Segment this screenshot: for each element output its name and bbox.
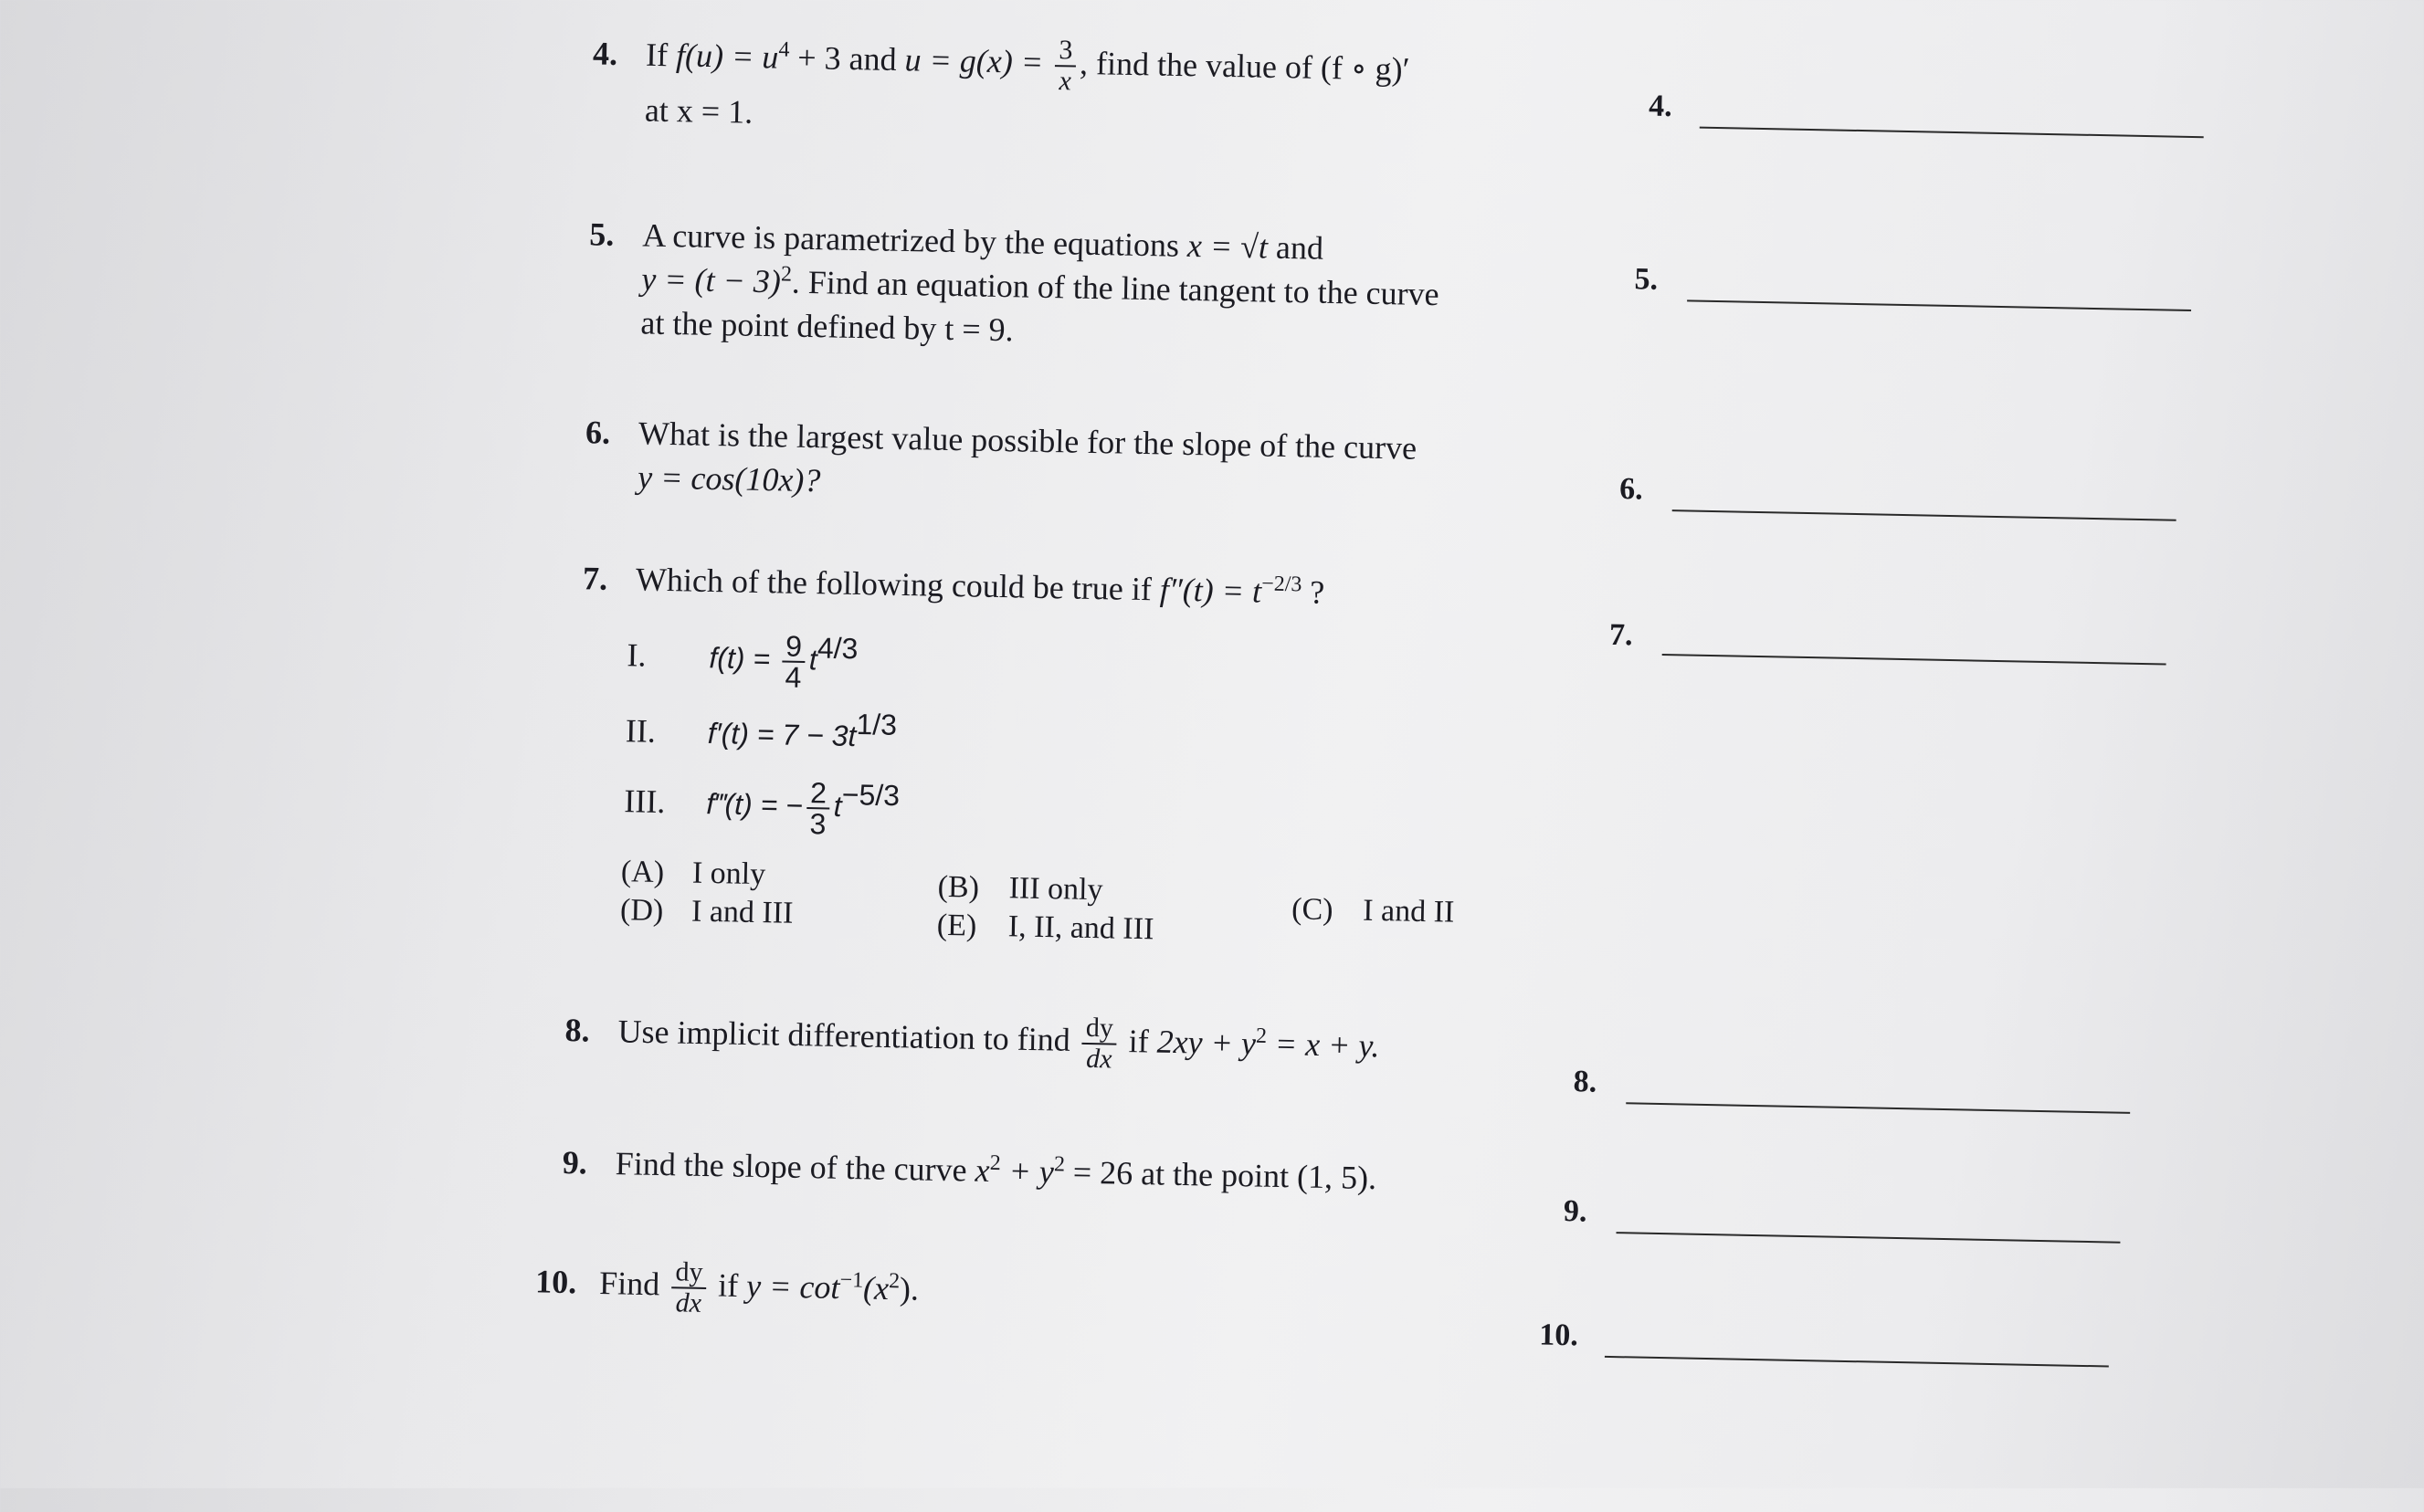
question-8-number: 8.	[564, 1012, 590, 1049]
question-7-item-3-lhs: f‴(t) = −	[706, 787, 804, 823]
answer-blank-5[interactable]	[1687, 299, 2191, 311]
answer-blank-6[interactable]	[1672, 509, 2176, 521]
question-5-line2-a: y = (t − 3)	[641, 260, 782, 300]
question-7-line1-b: f″(t) = t	[1159, 571, 1262, 610]
answer-label-9: 9.	[1563, 1194, 1587, 1229]
question-7-item-3-exp: −5/3	[841, 778, 901, 813]
question-6-number: 6.	[585, 414, 611, 451]
question-6-line-1: What is the largest value possible for the slope of the curve	[638, 415, 1418, 467]
question-5-line1-a: A curve is parametrized by the equations	[641, 216, 1188, 264]
answer-label-6: 6.	[1618, 472, 1644, 507]
question-7-item-1	[627, 628, 859, 693]
question-7-item-2-exp: 1/3	[856, 708, 898, 741]
answer-blank-10[interactable]	[1605, 1356, 2109, 1368]
question-7-item-3-var: t	[833, 789, 842, 824]
choice-a-letter: (A)	[620, 855, 665, 890]
question-8	[564, 1003, 1380, 1079]
answer-blank-8[interactable]	[1626, 1102, 2130, 1114]
answer-label-4: 4.	[1648, 89, 1673, 124]
question-9-text-b: at the point (1, 5).	[1132, 1154, 1377, 1197]
question-10-text-a: Find	[598, 1265, 669, 1303]
answer-blank-7[interactable]	[1662, 654, 2166, 666]
question-7-choice-b[interactable]	[937, 870, 1103, 908]
question-7-choice-c[interactable]	[1291, 892, 1455, 929]
question-9-exp-a: 2	[989, 1150, 1002, 1176]
question-7-item-1-exp: 4/3	[817, 631, 859, 666]
question-8-frac-num: dy	[1082, 1013, 1118, 1045]
question-4-text-a: If	[645, 36, 677, 74]
question-4-line-2: at x = 1.	[644, 91, 754, 131]
choice-c-text: I and II	[1362, 893, 1455, 929]
choice-e-text: I, II, and III	[1007, 909, 1154, 947]
choice-d-text: I and III	[690, 894, 794, 930]
question-8-exp: 2	[1255, 1024, 1268, 1048]
question-6	[585, 410, 1418, 513]
question-4-expr-b: u = g(x) =	[904, 41, 1052, 81]
question-10	[535, 1255, 920, 1322]
question-7-line1-exp: −2/3	[1260, 572, 1302, 597]
question-5-line2-b: . Find an equation of the line tangent to the curve	[791, 263, 1439, 313]
question-4-frac-den: x	[1059, 66, 1072, 97]
choice-c-letter: (C)	[1291, 892, 1333, 928]
choice-e-letter: (E)	[936, 908, 977, 943]
question-7-item-3-num: 2	[806, 778, 830, 809]
question-10-exp-a: −1	[839, 1268, 864, 1293]
question-8-expr-end: = x + y.	[1266, 1025, 1380, 1065]
question-7-item-3	[624, 774, 901, 840]
answer-label-7: 7.	[1608, 617, 1633, 653]
question-7-item-3-fraction	[806, 776, 830, 841]
question-4-fraction	[1054, 36, 1076, 96]
question-7-choice-d[interactable]	[620, 893, 794, 931]
question-4-exp-a: 4	[778, 37, 790, 62]
answer-label-5: 5.	[1634, 262, 1659, 297]
question-7-choice-e[interactable]	[936, 908, 1154, 948]
question-7-item-1-lhs: f(t) =	[709, 641, 779, 676]
question-7-item-1-num: 9	[782, 631, 806, 662]
question-9-text-a: Find the slope of the curve	[615, 1145, 976, 1189]
question-7-item-1-den: 4	[785, 660, 802, 694]
question-4-text-b: + 3 and	[788, 38, 905, 79]
question-10-expr-b: (x	[862, 1269, 890, 1307]
question-8-expr: 2xy + y	[1156, 1023, 1257, 1062]
question-8-fraction	[1081, 1013, 1117, 1075]
question-4-expr-a: f(u) = u	[675, 37, 779, 76]
answer-label-10: 10.	[1539, 1318, 1579, 1353]
answer-label-8: 8.	[1573, 1065, 1597, 1099]
question-7-item-3-den: 3	[809, 807, 827, 841]
question-5-number: 5.	[588, 215, 615, 253]
question-4-frac-num: 3	[1055, 36, 1077, 67]
choice-a-text: I only	[691, 856, 766, 892]
question-8-frac-den: dx	[1085, 1043, 1112, 1075]
question-7-choice-a[interactable]	[621, 855, 766, 892]
question-10-expr-c: ).	[899, 1270, 920, 1307]
question-4-text-c: , find the value of (f ∘ g)′	[1079, 44, 1410, 88]
question-9-expr-c: = 26	[1064, 1153, 1133, 1192]
question-7	[583, 556, 1325, 614]
question-7-item-3-roman: III.	[624, 782, 666, 821]
question-7-line1-c: ?	[1301, 573, 1325, 611]
question-10-text-b: if	[709, 1266, 747, 1305]
question-7-item-2-roman: II.	[625, 712, 657, 750]
question-9-expr-b: + y	[1000, 1152, 1055, 1191]
question-6-line-2: y = cos(10x)?	[637, 458, 821, 499]
question-7-item-1-roman: I.	[627, 636, 647, 674]
question-10-number: 10.	[534, 1263, 577, 1301]
question-9	[562, 1140, 1376, 1200]
question-8-text-b: if	[1120, 1022, 1158, 1060]
question-4	[591, 26, 1410, 146]
question-5-line2-exp: 2	[780, 262, 793, 287]
answer-blank-4[interactable]	[1700, 127, 2204, 139]
choice-b-letter: (B)	[937, 869, 980, 905]
question-7-number: 7.	[582, 560, 608, 597]
question-7-item-2-expr: f′(t) = 7 − 3t	[707, 716, 857, 753]
question-10-frac-num: dy	[671, 1257, 707, 1289]
question-7-item-1-var: t	[808, 643, 818, 677]
choice-d-letter: (D)	[619, 893, 664, 929]
question-7-item-1-fraction	[781, 629, 806, 694]
question-10-expr-a: y = cot	[745, 1267, 840, 1307]
question-10-exp-b: 2	[888, 1269, 901, 1294]
question-5-line-3: at the point defined by t = 9.	[640, 304, 1014, 349]
question-4-number: 4.	[592, 35, 618, 73]
question-5-line1-c: and	[1267, 228, 1324, 267]
question-10-frac-den: dx	[675, 1287, 702, 1318]
question-7-item-2	[625, 709, 897, 759]
question-5	[587, 212, 1440, 360]
question-9-number: 9.	[562, 1143, 588, 1181]
question-10-fraction	[671, 1257, 707, 1318]
choice-b-text: III only	[1008, 871, 1103, 908]
question-8-text-a: Use implicit differentiation to find	[617, 1013, 1080, 1059]
question-9-expr-a: x	[975, 1151, 990, 1189]
question-5-line1-b: x = √t	[1186, 226, 1269, 266]
question-7-line1-a: Which of the following could be true if	[635, 561, 1161, 608]
question-9-exp-b: 2	[1053, 1152, 1066, 1177]
answer-blank-9[interactable]	[1617, 1232, 2121, 1244]
